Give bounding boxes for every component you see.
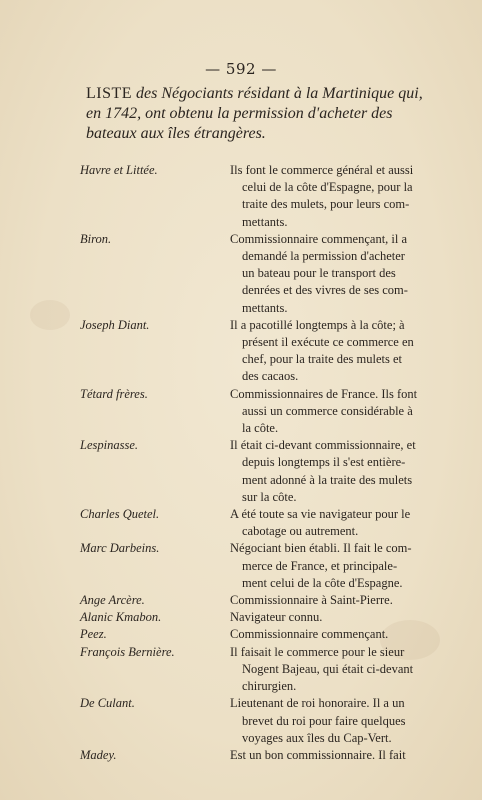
description-line: Négociant bien établi. Il fait le com- (230, 541, 412, 556)
merchant-list (80, 162, 450, 764)
merchant-entry (80, 626, 450, 643)
merchant-entry (80, 644, 450, 696)
description-line: A été toute sa vie navigateur pour le (230, 507, 411, 522)
merchant-name: Lespinasse. (80, 438, 138, 453)
description-line: Nogent Bajeau, qui était ci-devant (242, 661, 414, 676)
merchant-name: Charles Quetel. (80, 507, 160, 522)
description-line: chef, pour la traite des mulets et (242, 352, 403, 367)
merchant-name: Peez. (80, 627, 107, 642)
heading-line-1 (86, 84, 442, 104)
description-line: traite des mulets, pour leurs com- (242, 197, 410, 212)
merchant-entry (80, 317, 450, 386)
merchant-description (230, 626, 450, 643)
description-line: la côte. (242, 421, 279, 436)
merchant-description (230, 747, 450, 764)
merchant-name: Madey. (80, 747, 117, 762)
description-line: ment celui de la côte d'Espagne. (242, 575, 403, 590)
merchant-description (230, 386, 450, 438)
description-line: Est un bon commissionnaire. Il fait (230, 747, 406, 762)
list-heading (86, 84, 442, 144)
description-line: Il faisait le commerce pour le sieur (230, 644, 405, 659)
merchant-description (230, 317, 450, 386)
description-line: celui de la côte d'Espagne, pour la (242, 180, 413, 195)
merchant-description (230, 592, 450, 609)
description-line: Il était ci-devant commissionnaire, et (230, 438, 416, 453)
merchant-name: Joseph Diant. (80, 317, 150, 332)
merchant-entry (80, 231, 450, 317)
heading-line-2: en 1742, ont obtenu la permission d'acheter des (86, 105, 393, 122)
merchant-description (230, 506, 450, 540)
merchant-name: Marc Darbeins. (80, 541, 160, 556)
description-line: mettants. (242, 300, 288, 315)
description-line: depuis longtemps il s'est entière- (242, 455, 406, 470)
description-line: denrées et des vivres de ses com- (242, 283, 408, 298)
description-line: brevet du roi pour faire quelques (242, 713, 406, 728)
description-line: Commissionnaire commençant, il a (230, 231, 408, 246)
description-line: présent il exécute ce commerce en (242, 335, 414, 350)
page-number: — 592 — (205, 60, 277, 78)
merchant-name: Tétard frères. (80, 386, 148, 401)
merchant-description (230, 162, 450, 231)
description-line: Commissionnaire commençant. (230, 627, 389, 642)
merchant-entry (80, 386, 450, 438)
description-line: merce de France, et principale- (242, 558, 398, 573)
merchant-entry (80, 609, 450, 626)
merchant-entry (80, 592, 450, 609)
description-line: Ils font le commerce général et aussi (230, 163, 414, 177)
description-line: voyages aux îles du Cap-Vert. (242, 730, 392, 745)
paper-stain (30, 300, 70, 330)
description-line: cabotage ou autrement. (242, 524, 359, 539)
description-line: Navigateur connu. (230, 610, 323, 625)
description-line: Il a pacotillé longtemps à la côte; à (230, 317, 405, 332)
merchant-description (230, 437, 450, 506)
merchant-entry (80, 695, 450, 747)
merchant-name: Ange Arcère. (80, 593, 145, 608)
merchant-description (230, 540, 450, 592)
merchant-name: Havre et Littée. (80, 163, 158, 177)
description-line: aussi un commerce considérable à (242, 403, 413, 418)
merchant-entry (80, 162, 450, 231)
description-line: Commissionnaires de France. Ils font (230, 386, 418, 401)
merchant-name: Biron. (80, 231, 112, 246)
merchant-name: Alanic Kmabon. (80, 610, 162, 625)
description-line: mettants. (242, 214, 288, 229)
description-line: demandé la permission d'acheter (242, 249, 405, 264)
merchant-description (230, 609, 450, 626)
heading-line-3: bateaux aux îles étrangères. (86, 125, 266, 142)
description-line: un bateau pour le transport des (242, 266, 396, 281)
heading-line-1-rest: des Négociants résidant à la Martinique qui, (132, 85, 423, 102)
description-line: Commissionnaire à Saint-Pierre. (230, 593, 393, 608)
description-line: chirurgien. (242, 679, 297, 694)
merchant-entry (80, 747, 450, 764)
merchant-description (230, 231, 450, 317)
merchant-name: François Bernière. (80, 644, 175, 659)
merchant-entry (80, 506, 450, 540)
merchant-description (230, 644, 450, 696)
description-line: ment adonné à la traite des mulets (242, 472, 413, 487)
merchant-description (230, 695, 450, 747)
heading-lead: LISTE (86, 85, 133, 102)
merchant-entry (80, 540, 450, 592)
description-line: Lieutenant de roi honoraire. Il a un (230, 696, 405, 711)
description-line: sur la côte. (242, 489, 297, 504)
merchant-entry (80, 437, 450, 506)
merchant-name: De Culant. (80, 696, 135, 711)
description-line: des cacaos. (242, 369, 299, 384)
